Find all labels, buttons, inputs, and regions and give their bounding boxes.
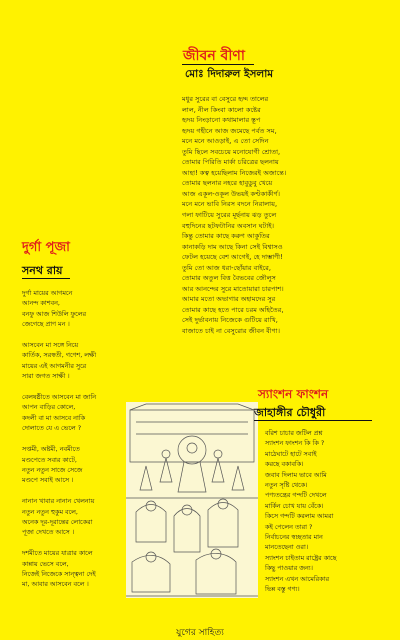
poem1-title-rule xyxy=(182,64,254,65)
poem-line: বেলষষ্ঠীতে আসবেন মা জানি xyxy=(22,393,97,402)
poem-line: আনন্দ কাশবন, xyxy=(22,299,60,308)
poem-line: কই পেলেন তারা ? xyxy=(265,522,313,531)
poem-line: অনেক দূর-দূরান্তের লোকেরা xyxy=(22,517,93,526)
poem-line: আপন বাড়ির কোলে, xyxy=(22,403,76,412)
poem-line: বহুদিনের ছটফটানির অবসান ঘটাই। xyxy=(182,221,275,230)
poem-line: আর আনন্দের সুরে মাতোয়ারা চারপাশ। xyxy=(182,284,284,293)
poem2-body xyxy=(22,288,96,590)
poem2-author: সনথ রায় xyxy=(22,264,63,277)
poem2-author-rule xyxy=(22,278,70,279)
poem-line: কার্তিক, সরস্বতী, গণেশ, লক্ষী xyxy=(22,351,97,360)
poem-line: কিসে গন্দটি করলাম আমরা xyxy=(265,512,334,521)
poem-line: আজ একূল-ওকূল উভয়ই কণ্টকাকীর্ণ। xyxy=(182,189,280,198)
poem-line: গলা ফাটিয়ে সুরের মূর্ছনায় ঝড় তুলে xyxy=(182,211,277,220)
poem-line: নতুন সৃষ্টি থেকে। xyxy=(265,481,308,490)
poem-line: মা, আবার আসবেন বলে । xyxy=(22,580,89,589)
poem-line: মণ্ডপেতে সবার কাটে, xyxy=(22,455,77,464)
poem-line: মায়ের এই আগমনীর সুরে xyxy=(22,361,87,370)
poem-line xyxy=(22,486,96,496)
magazine-footer: যুগের সাহিত্য xyxy=(176,628,224,638)
poem-line: জেগেছে প্রাণ মন । xyxy=(22,320,70,329)
poem-line: তুমি তো আজ ধরা-ছোঁয়ার বাইরে, xyxy=(182,263,272,272)
poem-line: বাজাতে চাই না বেসুরোর জীবন বীণা। xyxy=(182,327,280,336)
poem-line: পূজা দেখতে আসে । xyxy=(22,528,75,537)
poem3-author: জাহাঙ্গীর চৌধুরী xyxy=(254,406,326,419)
poem-line: হৃদয় গহীনে আজ জমেছে পর্বত সম, xyxy=(182,126,277,135)
poem-line: নতুন নতুন সাজে সেজে xyxy=(22,465,83,474)
poem-line: কদলী বা মা আসবে নাকি xyxy=(22,413,86,422)
poem-line: দোলাতে যে এ ভেলে ? xyxy=(22,424,82,433)
poem-line: মধুর সুরের বা বেসুরে হৃদ্দ তালের xyxy=(182,95,269,103)
poem-line xyxy=(22,434,96,444)
poem-line: কিন্তু তোমার কাছে করুণ আকুতির xyxy=(182,232,270,241)
poem-line: মনে মনে আওড়াই, এ তো সেদিন xyxy=(182,137,269,146)
poem-line: কান্নায় ভেসে বলে, xyxy=(22,559,69,568)
poem-line: ফেটল হয়েছে বেশ আগেই, হে দাম্ভাণী! xyxy=(182,253,283,262)
poem-line: ভিন্ন বস্তু গণ্য। xyxy=(265,585,300,594)
poem-line: কিছু পাওয়ার জন্য। xyxy=(265,564,313,573)
poem-line: নতুন নতুন হুকুম বলে, xyxy=(22,507,78,516)
poem-line: মানতেছেনা ওরা। xyxy=(265,543,309,552)
poem-line: মনে মনে ভাবি নিরস বদনে নিরালায়, xyxy=(182,200,278,209)
poem-line: স্যাংশন চাইতাম রাষ্ট্রের কাছে xyxy=(265,553,337,562)
poem-line: মার্কিন চোখ যায় বেঁকে। xyxy=(265,501,324,510)
poem-line: নিজেই নিজেকে সান্ত্বনা দেই xyxy=(22,569,96,578)
poem3-body xyxy=(265,428,336,595)
poem3-author-rule xyxy=(254,420,372,421)
poem-line: জবাব দিলাম ভাবে আমি xyxy=(265,470,327,479)
poem-line: সপ্তমী, অষ্টমী, নবমীতে xyxy=(22,445,80,454)
poem1-title: জীবন বীণা xyxy=(183,48,245,64)
poem-line: তোমার কাছে হতে পারে চরম অহিতৈর, xyxy=(182,305,284,314)
poem-line xyxy=(22,538,96,548)
poem-line: কানাকড়ি দাম আছে কিনা সেই বিশ্বাসও xyxy=(182,242,283,251)
poem-line: স্যাংশন ফাংশন কি কি ? xyxy=(265,439,325,448)
poem-line: হৃদয় নিংড়ানো কথামালার স্তূপ xyxy=(182,116,261,125)
poem-line: সারা জগত সাক্ষী । xyxy=(22,372,70,381)
poem-line: নানান খাবার নানান খেলনায় xyxy=(22,497,95,506)
poem-line: তোমার পিরিতি মার্কা চরিত্রের ছলনায় xyxy=(182,158,279,167)
poem-line: দশমীতে মায়ের যাত্রার কালে xyxy=(22,549,93,558)
poem-line: মাঠেঘাটে হাটে সবাই xyxy=(265,449,317,458)
poem2-title: দুর্গা পূজা xyxy=(22,240,70,255)
poem-line: করছে বকাবকি। xyxy=(265,460,304,469)
poem-line: দুর্গা মায়ের আগমনে xyxy=(22,289,73,297)
poem-line: লাল, নীল কিংবা কালো কষ্টের xyxy=(182,105,261,114)
poem1-author: মোঃ দিদারুল ইসলাম xyxy=(185,68,274,80)
poem-line: সেই দুর্ভাবনায় নিজেকে গুটিয়ে রাখি, xyxy=(182,316,278,325)
poem-line: তোমার ছলনার নহরে হাবুডুবু খেয়ে xyxy=(182,179,273,188)
poem-line: তোমার অতুল বিত্ত বৈভবের জৌলুস xyxy=(182,274,276,283)
poem-line: স্যাংশন এখন আমেরিকার xyxy=(265,574,329,583)
poem-line: আমার মতো অভাগার অহামদের সুর xyxy=(182,295,276,304)
poem-line: তুমি ছিলে সবচেয়ে মনোযোগী শ্রোতা, xyxy=(182,147,281,156)
poem-line: পণ্যতন্ত্রের গন্দটি দেখলে xyxy=(265,491,327,500)
poem3-title: স্যাংশন ফাংশন xyxy=(258,387,329,401)
poem-line: বনফু আজ শিউলি ফুলের xyxy=(22,309,87,318)
poem-line: নির্বাচনের স্বচ্ছতার মান xyxy=(265,533,323,542)
poem-line xyxy=(22,330,96,340)
poem-line: বরিশ চাচার জটিল প্রশ্ন xyxy=(265,429,323,437)
durga-puja-sketch-image xyxy=(126,402,258,598)
poem-line: আসবেন মা সঙ্গে নিয়ে xyxy=(22,341,79,350)
poem1-body xyxy=(182,94,286,337)
poem-line xyxy=(22,382,96,392)
poem-line: মণ্ডপে সবাই আসে । xyxy=(22,476,74,485)
poem-line: আহা! কত্ব হয়েছিলাম নিজেরই অজান্তে। xyxy=(182,168,287,177)
